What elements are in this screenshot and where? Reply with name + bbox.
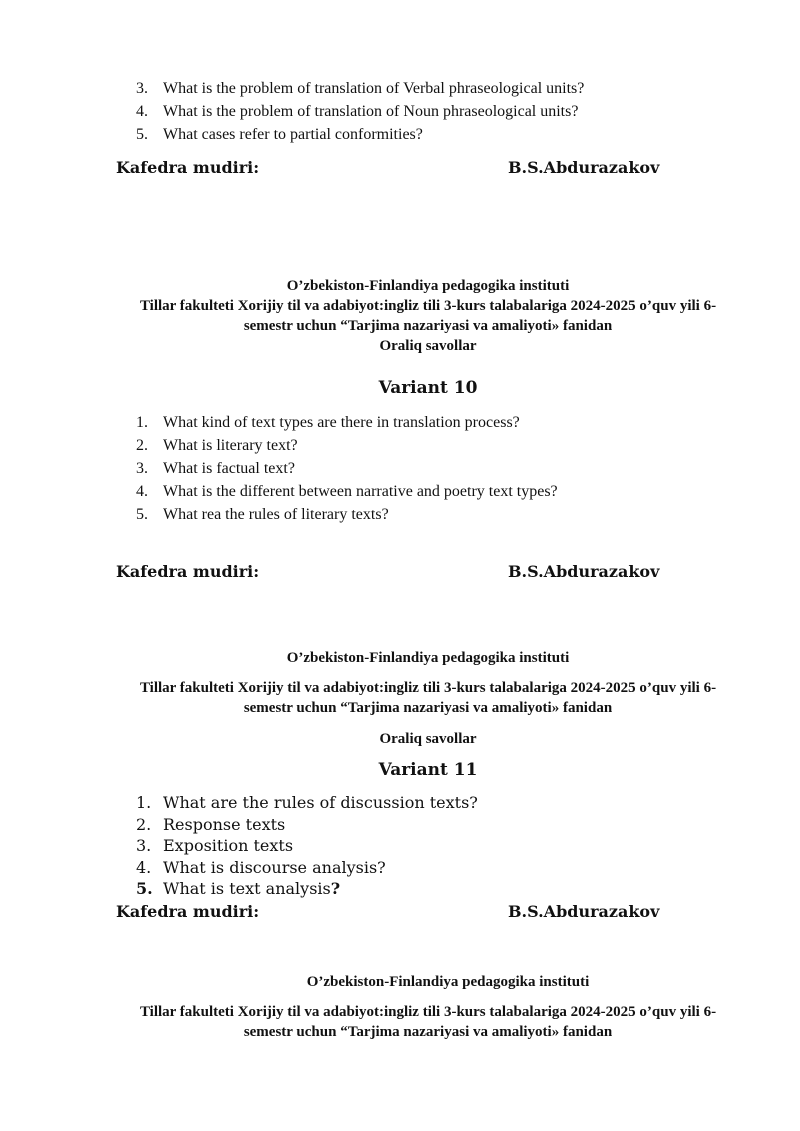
exam-type: Oraliq savollar <box>379 731 477 747</box>
list-item: 4. What is the problem of translation of Noun phraseological units? <box>136 103 579 120</box>
signature-line <box>0 158 800 184</box>
signature-name: B.S.Abdurazakov <box>508 902 660 921</box>
list-item: 5. What cases refer to partial conformities? <box>136 126 423 143</box>
signature-name: B.S.Abdurazakov <box>508 562 660 581</box>
faculty-line: Tillar fakulteti Xorijiy til va adabiyot:ingliz tili 3-kurs talabalariga 2024-2025 o’quv yili 6- <box>139 298 717 314</box>
list-item: 1. What kind of text types are there in translation process? <box>136 414 520 431</box>
variant-title: Variant 11 <box>378 760 478 780</box>
signature-label: Kafedra mudiri: <box>116 562 260 581</box>
institute-name: O’zbekiston-Finlandiya pedagogika instituti <box>286 278 570 294</box>
document-header <box>100 729 756 749</box>
faculty-line: Tillar fakulteti Xorijiy til va adabiyot:ingliz tili 3-kurs talabalariga 2024-2025 o’quv yili 6- <box>139 680 717 696</box>
signature-label: Kafedra mudiri: <box>116 902 260 921</box>
institute-name: O’zbekiston-Finlandiya pedagogika instituti <box>306 974 590 990</box>
list-item: 3. What is factual text? <box>136 460 295 477</box>
faculty-line: semestr uchun “Tarjima nazariyasi va amaliyoti» fanidan <box>243 700 613 716</box>
signature-label: Kafedra mudiri: <box>116 158 260 177</box>
faculty-line: semestr uchun “Tarjima nazariyasi va amaliyoti» fanidan <box>243 1024 613 1040</box>
list-item: 5. What is text analysis? <box>136 879 341 898</box>
document-header <box>100 678 756 718</box>
list-item: 3. What is the problem of translation of Verbal phraseological units? <box>136 80 585 97</box>
question-list <box>0 411 800 526</box>
list-item: 1. What are the rules of discussion texts? <box>136 793 478 812</box>
exam-type: Oraliq savollar <box>379 338 477 354</box>
question-list <box>0 792 800 900</box>
signature-name: B.S.Abdurazakov <box>508 158 660 177</box>
list-item: 2. Response texts <box>136 814 286 834</box>
signature-line <box>0 562 800 588</box>
list-item: 3. Exposition texts <box>136 836 294 855</box>
signature-line <box>0 902 800 928</box>
list-item: 2. What is literary text? <box>136 437 298 454</box>
document-header <box>100 276 756 356</box>
document-header <box>100 1002 756 1042</box>
list-item: 5. What rea the rules of literary texts? <box>136 506 389 523</box>
faculty-line: Tillar fakulteti Xorijiy til va adabiyot:ingliz tili 3-kurs talabalariga 2024-2025 o’quv yili 6- <box>139 1004 717 1020</box>
document-header <box>100 648 756 668</box>
variant-title: Variant 10 <box>378 378 478 398</box>
list-item: 4. What is the different between narrative and poetry text types? <box>136 483 558 500</box>
document-header <box>120 972 776 992</box>
faculty-line: semestr uchun “Tarjima nazariyasi va amaliyoti» fanidan <box>243 318 613 334</box>
question-list-continued <box>0 77 800 146</box>
institute-name: O’zbekiston-Finlandiya pedagogika instituti <box>286 650 570 666</box>
list-item: 4. What is discourse analysis? <box>136 857 386 877</box>
